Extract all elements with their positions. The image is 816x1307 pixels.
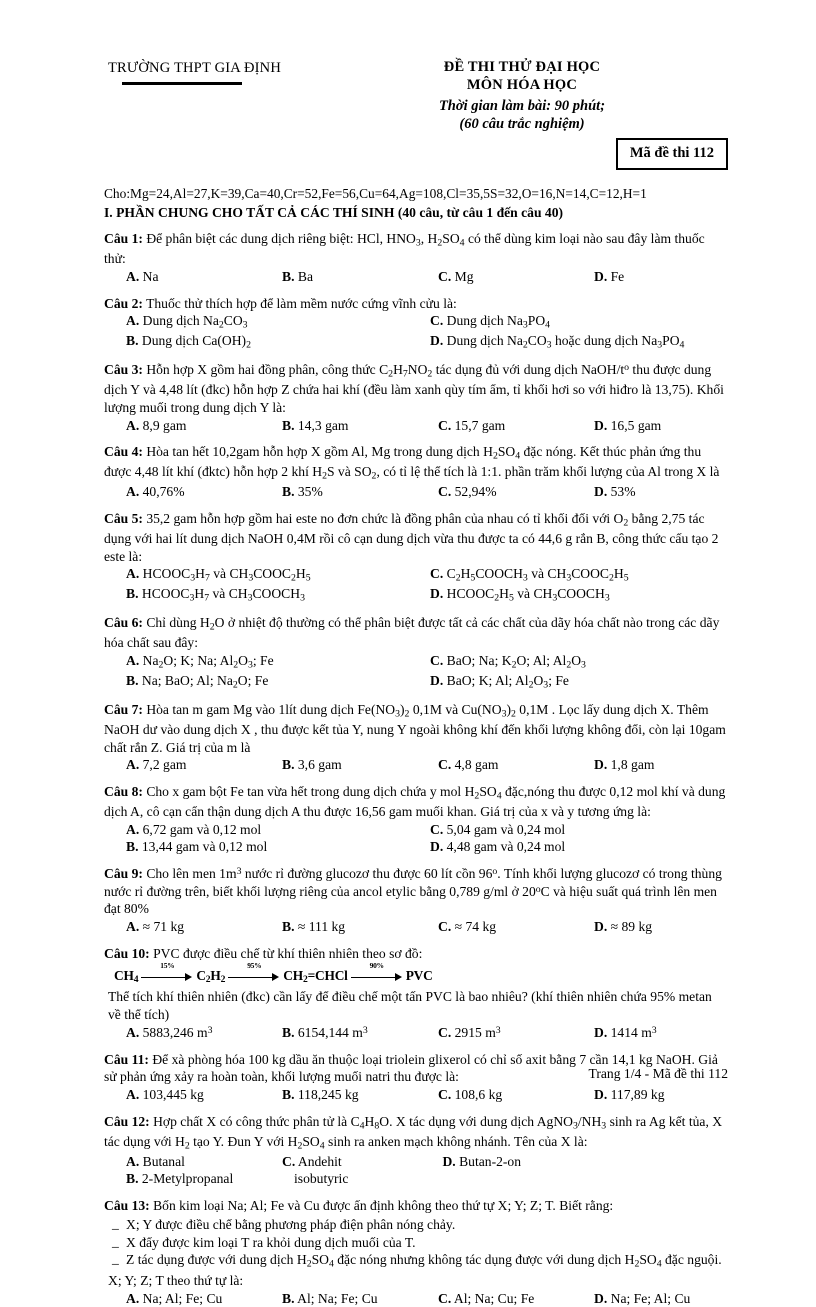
question-text: PVC được điều chế từ khí thiên nhiên theo sơ đồ:: [153, 945, 423, 961]
option-text: Butanal: [142, 1153, 185, 1169]
question-stem: [104, 865, 728, 918]
scheme-node: PVC: [405, 968, 433, 984]
clue-text: Z tác dụng được với dung dịch $H_2SO_4$ đặc nóng nhưng không tác dụng được với dung dịch $H_2SO_4$ đặc nguội.: [126, 1252, 722, 1270]
option-text: 1,8 gam: [610, 757, 655, 773]
option-c: [416, 483, 572, 501]
question-block: [104, 361, 728, 434]
scheme-yield: 95%: [247, 961, 262, 971]
page-footer: Trang 1/4 - Mã đề thi 112: [588, 1066, 728, 1081]
option-c: [416, 1086, 572, 1104]
document-header: [104, 50, 728, 170]
option-text: Na; BaO; Al; $Na_2O$; Fe: [141, 672, 269, 691]
question-number: Câu 7:: [104, 701, 143, 717]
option-key: C.: [430, 566, 444, 582]
part-heading: I. PHẦN CHUNG CHO TẤT CẢ CÁC THÍ SINH (40 câu, từ câu 1 đến câu 40): [104, 204, 564, 220]
option-key: A.: [126, 757, 140, 773]
question-stem: [104, 1197, 728, 1215]
option-row: [104, 1290, 728, 1307]
option-text: 1414 $m^3$: [610, 1024, 657, 1040]
option-key: D.: [430, 672, 444, 688]
option-key: D.: [430, 839, 444, 855]
option-key: C.: [438, 269, 452, 285]
option-a: [104, 1153, 260, 1171]
option-key: C.: [438, 1024, 452, 1040]
question-stem: [104, 614, 728, 652]
option-key: B.: [282, 484, 295, 500]
option-d: [416, 838, 728, 856]
option-a: [104, 312, 416, 332]
option-key: B.: [282, 1290, 295, 1306]
option-key: A.: [126, 1086, 140, 1102]
option-key: A.: [126, 1153, 140, 1169]
option-key: B.: [282, 1024, 295, 1040]
options-group: [104, 565, 728, 605]
option-key: D.: [430, 586, 444, 602]
option-text: Ba: [297, 269, 313, 285]
page-content: [104, 50, 728, 1307]
option-b: [104, 1170, 260, 1188]
option-row: [104, 312, 728, 332]
question-block: [104, 945, 728, 1042]
question-text: Cho lên men $1m^3$ nước rỉ đường glucozơ thu được 60 lít cồn 96$^o$. Tính khối lượng glucozơ có trong thùng nước rỉ đường trên, biết khối lượng riêng của ancol etylic bằng 0,789 g/ml ở 20$^o$C và hiệu suất quá trình lên men đạt 80%: [104, 865, 722, 917]
option-b: [260, 417, 416, 435]
option-c: [416, 312, 728, 332]
option-key: D.: [430, 333, 444, 349]
clue-text: X đẩy được kim loại T ra khỏi dung dịch muối của T.: [126, 1234, 416, 1250]
clue-item: [104, 1234, 728, 1252]
option-text: Dung dịch $Na_3PO_4$: [446, 313, 551, 331]
question-block: [104, 1197, 728, 1307]
option-key: B.: [282, 269, 295, 285]
option-key: C.: [430, 313, 444, 329]
question-block: [104, 865, 728, 936]
option-key: B.: [126, 586, 139, 602]
question-stem: [104, 510, 728, 565]
option-b: [260, 1086, 416, 1104]
option-a: [104, 565, 416, 585]
question-number: Câu 1:: [104, 231, 143, 247]
reaction-arrow-icon: [351, 961, 403, 984]
question-stem: [104, 230, 728, 268]
question-block: [104, 443, 728, 501]
option-d: [428, 1153, 728, 1171]
option-key: D.: [594, 1290, 608, 1306]
question-stem: [104, 945, 728, 963]
reaction-arrow-icon: [228, 961, 280, 984]
option-key: C.: [438, 417, 452, 433]
option-row: [104, 1170, 728, 1188]
option-key: D.: [594, 417, 608, 433]
option-c: [416, 1024, 572, 1042]
option-text: BaO; K; Al; $Al_2O_3$; Fe: [446, 672, 569, 691]
option-text: 6154,144 $m^3$: [297, 1024, 368, 1040]
option-c: [416, 268, 572, 286]
option-key: C.: [430, 821, 444, 837]
question-number: Câu 11:: [104, 1051, 149, 1067]
option-b: [104, 585, 416, 605]
option-text: 5,04 gam và 0,24 mol: [446, 821, 566, 837]
question-stem: [104, 1113, 728, 1153]
clue-item: [104, 1216, 728, 1234]
options-group: [104, 652, 728, 692]
exam-question-count: (60 câu trắc nghiệm): [459, 115, 585, 132]
reaction-scheme: [104, 961, 728, 987]
option-row: [104, 672, 728, 692]
question-block: [104, 1113, 728, 1188]
question-stem: [104, 361, 728, 416]
option-text: 2915 $m^3$: [454, 1024, 501, 1040]
option-text: $Na_2O$; K; Na; $Al_2O_3$; Fe: [142, 652, 274, 671]
option-key: D.: [594, 269, 608, 285]
question-text: Hòa tan hết 10,2gam hỗn hợp X gồm Al, Mg trong dung dịch $H_2SO_4$ đặc nóng. Kết thúc phản ứng thu được 4,48 lít khí (đktc) hỗn hợp 2 khí $H_2S$ và $SO_2$, có tỉ lệ thể tích là 1:1. phần trăm khối lượng của Al trong X là: [104, 444, 720, 482]
question-block: [104, 701, 728, 774]
option-key: B.: [282, 417, 295, 433]
question-block: [104, 230, 728, 285]
option-b: [104, 332, 416, 352]
exam-title-block: [372, 58, 672, 133]
scheme-node: $CH_2=CHCl$: [283, 968, 348, 986]
option-key: C.: [438, 1290, 452, 1306]
option-text: ≈ 74 kg: [454, 918, 497, 934]
scheme-node: $CH_4$: [114, 968, 139, 986]
question-number: Câu 9:: [104, 865, 143, 881]
option-d: [572, 756, 728, 774]
option-a: [104, 652, 416, 672]
option-text: BaO; Na; $K_2O$; Al; $Al_2O_3$: [446, 652, 586, 671]
option-key: C.: [282, 1153, 296, 1169]
options-group: [104, 1086, 728, 1104]
option-row: [104, 268, 728, 286]
option-d: [416, 585, 728, 605]
question-text: Hỗn hợp X gồm hai đồng phân, công thức $C_2H_7NO_2$ tác dụng đủ với dung dịch NaOH/$t^o$ thu được dung dịch Y và 4,48 lít (đkc) hỗn hợp Z chứa hai khí (đều làm xanh qùy tím ẩm, tỉ khối hơi so với hiđro là 13,75). Khối lượng muối trong dung dịch Y là:: [104, 362, 724, 416]
option-text: Na: [142, 269, 159, 285]
option-cont: [260, 1170, 428, 1188]
options-group: [104, 821, 728, 856]
option-text: Mg: [454, 269, 474, 285]
option-text: 6,72 gam và 0,12 mol: [142, 821, 262, 837]
question-text: Hòa tan m gam Mg vào 1lít dung dịch $Fe(NO_3)_2$ 0,1M và $Cu(NO_3)_2$ 0,1M . Lọc lấy dung dịch X. Thêm NaOH dư vào dung dịch X , thu được kết tủa Y, nung Y ngoài không khí đến khối lượng không đổi, còn lại 10gam chất rắn Z. Giá trị của m là: [104, 701, 726, 755]
option-text: Fe: [610, 269, 625, 285]
option-c: [416, 756, 572, 774]
option-text: 7,2 gam: [142, 757, 187, 773]
question-continuation: Thể tích khí thiên nhiên (đkc) cần lấy để điều chế một tấn PVC là bao nhiêu? (khí thiên nhiên chứa 95% metan về thể tích): [108, 989, 712, 1022]
option-a: [104, 1290, 260, 1307]
option-text: 4,8 gam: [454, 757, 499, 773]
options-group: [104, 918, 728, 936]
option-b: [260, 918, 416, 936]
option-row: [104, 483, 728, 501]
dash-icon: _: [112, 1233, 119, 1249]
option-key: C.: [430, 652, 444, 668]
option-text: Andehit: [297, 1153, 342, 1169]
option-text: 13,44 gam và 0,12 mol: [141, 839, 268, 855]
option-row: [104, 756, 728, 774]
option-text: ≈ 89 kg: [610, 918, 653, 934]
question-number: Câu 3:: [104, 362, 143, 378]
school-name: TRƯỜNG THPT GIA ĐỊNH: [108, 60, 282, 76]
option-a: [104, 821, 416, 839]
scheme-yield: 90%: [369, 961, 384, 971]
question-stem: [104, 443, 728, 483]
option-key: C.: [438, 918, 452, 934]
option-key: A.: [126, 484, 140, 500]
option-key: B.: [126, 1171, 139, 1187]
option-a: [104, 1024, 260, 1042]
question-text: Hợp chất X có công thức phân tử là $C_4H_8O$. X tác dụng với dung dịch $AgNO_3/NH_3$ sinh ra Ag kết tủa, X tác dụng với $H_2$ tạo Y. Đun Y với $H_2SO_4$ sinh ra anken mạch không nhánh. Tên của X là:: [104, 1113, 723, 1151]
option-text: Na; Fe; Al; Cu: [610, 1290, 691, 1306]
option-key: B.: [126, 672, 139, 688]
question-text: Để xà phòng hóa 100 kg dầu ăn thuộc loại triolein glixerol có chỉ số axit bằng 7 cần 14,1 kg NaOH. Giả sử phản ứng xảy ra hoàn toàn, khối lượng muối natri thu được là:: [104, 1051, 718, 1085]
option-a: [104, 483, 260, 501]
options-group: [104, 1290, 728, 1307]
option-d: [572, 483, 728, 501]
option-text: 40,76%: [142, 484, 185, 500]
option-d: [416, 332, 728, 352]
scheme-node: $C_2H_2$: [196, 968, 226, 986]
option-b: [260, 1290, 416, 1307]
option-d: [572, 1290, 728, 1307]
option-key: C.: [438, 1086, 452, 1102]
option-d: [572, 1024, 728, 1042]
option-a: [104, 268, 260, 286]
option-text: Al; Na; Cu; Fe: [453, 1290, 535, 1306]
question-number: Câu 5:: [104, 511, 143, 527]
option-key: B.: [126, 333, 139, 349]
option-text: Al; Na; Fe; Cu: [297, 1290, 378, 1306]
option-text: 52,94%: [454, 484, 497, 500]
question-block: [104, 614, 728, 692]
option-key: A.: [126, 566, 140, 582]
option-b: [260, 268, 416, 286]
option-b: [104, 838, 416, 856]
option-text: isobutyric: [294, 1171, 349, 1187]
option-text: $HCOOC_3H_7$ và $CH_3COOC_2H_5$: [142, 566, 311, 584]
option-key: C.: [438, 484, 452, 500]
question-number: Câu 4:: [104, 444, 143, 460]
question-block: [104, 295, 728, 353]
question-text: 35,2 gam hỗn hợp gồm hai este no đơn chức là đồng phân của nhau có tỉ khối đối với $O_2$ bằng 2,75 tác dụng với hai lít dung dịch NaOH 0,4M rồi cô cạn dung dịch vừa thu được ta có 44,6 g rắn B, công thức cấu tạo 2 este là:: [104, 511, 719, 564]
option-c: [416, 565, 728, 585]
scheme-yield: 15%: [160, 961, 175, 971]
option-text: 53%: [610, 484, 636, 500]
question-text: Để phân biệt các dung dịch riêng biệt: HCl, $HNO_3$, $H_2SO_4$ có thể dùng kim loại nào sau đây làm thuốc thử:: [104, 231, 705, 267]
option-key: A.: [126, 821, 140, 837]
option-key: D.: [594, 484, 608, 500]
exam-duration: Thời gian làm bài: 90 phút;: [438, 97, 606, 114]
option-text: 16,5 gam: [610, 417, 662, 433]
option-key: B.: [282, 1086, 295, 1102]
exam-code-box: Mã đề thi 112: [616, 138, 728, 170]
option-key: D.: [594, 1086, 608, 1102]
option-key: D.: [442, 1153, 456, 1169]
option-text: 35%: [297, 484, 323, 500]
option-key: B.: [126, 839, 139, 855]
option-text: $HCOOC_3H_7$ và $CH_3COOCH_3$: [141, 586, 305, 604]
option-text: 15,7 gam: [454, 417, 506, 433]
option-text: 103,445 kg: [142, 1086, 204, 1102]
option-text: Dung dịch $Ca(OH)_2$: [141, 333, 251, 351]
option-row: [104, 821, 728, 839]
option-row: [104, 565, 728, 585]
option-text: 14,3 gam: [297, 417, 349, 433]
option-a: [104, 1086, 260, 1104]
school-underline-rule: [122, 82, 242, 85]
option-text: $HCOOC_2H_5$ và $CH_3COOCH_3$: [446, 586, 610, 604]
question-list: [104, 230, 728, 1307]
options-group: [104, 756, 728, 774]
option-row: [104, 652, 728, 672]
option-row: [104, 1086, 728, 1104]
option-row: [104, 332, 728, 352]
question-final-prompt: X; Y; Z; T theo thứ tự là:: [108, 1272, 244, 1288]
exam-subject: MÔN HÓA HỌC: [466, 77, 578, 94]
option-row: [104, 585, 728, 605]
options-group: [104, 1153, 728, 1188]
option-key: A.: [126, 1290, 140, 1306]
atomic-masses-line: Cho:Mg=24,Al=27,K=39,Ca=40,Cr=52,Fe=56,Cu=64,Ag=108,Cl=35,5S=32,O=16,N=14,C=12,H=1: [104, 186, 647, 201]
dash-icon: _: [112, 1215, 119, 1231]
option-row: [104, 417, 728, 435]
option-key: B.: [282, 918, 295, 934]
option-text: Dung dịch $Na_2CO_3$: [142, 313, 248, 331]
clue-item: [104, 1251, 728, 1271]
question-number: Câu 2:: [104, 295, 143, 311]
option-row: [104, 1024, 728, 1042]
option-text: Na; Al; Fe; Cu: [142, 1290, 223, 1306]
option-a: [104, 918, 260, 936]
option-key: D.: [594, 918, 608, 934]
option-text: 108,6 kg: [454, 1086, 503, 1102]
option-key: A.: [126, 269, 140, 285]
option-key: A.: [126, 417, 140, 433]
option-key: A.: [126, 918, 140, 934]
exam-title: ĐỀ THI THỬ ĐẠI HỌC: [443, 59, 601, 75]
option-c: [416, 918, 572, 936]
option-text: 3,6 gam: [297, 757, 342, 773]
options-group: [104, 1024, 728, 1042]
question-clue-list: [104, 1216, 728, 1272]
question-text: Chỉ dùng $H_2O$ ở nhiệt độ thường có thể phân biệt được tất cả các chất của dãy hóa chất nào trong các dãy hóa chất sau đây:: [104, 615, 720, 651]
question-stem: [104, 783, 728, 821]
options-group: [104, 268, 728, 286]
dash-icon: _: [112, 1251, 119, 1267]
option-key: D.: [594, 1024, 608, 1040]
clue-text: X; Y được điều chế bằng phương pháp điện phân nóng chảy.: [126, 1216, 456, 1232]
option-d: [572, 918, 728, 936]
option-key: C.: [438, 757, 452, 773]
option-text: Butan-2-on: [459, 1153, 522, 1169]
option-c: [416, 821, 728, 839]
option-text: 2-Metylpropanal: [141, 1171, 234, 1187]
option-key: D.: [594, 757, 608, 773]
option-a: [104, 756, 260, 774]
option-text: 118,245 kg: [297, 1086, 359, 1102]
option-key: B.: [282, 757, 295, 773]
option-d: [572, 417, 728, 435]
option-row: [104, 838, 728, 856]
option-row: [104, 918, 728, 936]
option-c: [416, 1290, 572, 1307]
question-number: Câu 13:: [104, 1197, 150, 1213]
option-d: [416, 672, 728, 692]
option-d: [572, 268, 728, 286]
option-c: [416, 652, 728, 672]
question-text: Cho x gam bột Fe tan vừa hết trong dung dịch chứa y mol $H_2SO_4$ đặc,nóng thu được 0,12 mol khí và dung dịch A, cô cạn cẩn thận dung dịch A thu được 16,56 gam muối khan. Giá trị của x và y tương ứng là:: [104, 783, 726, 819]
options-group: [104, 483, 728, 501]
options-group: [104, 312, 728, 352]
option-text: 5883,246 $m^3$: [142, 1024, 213, 1040]
reaction-arrow-icon: [141, 961, 193, 984]
option-text: ≈ 71 kg: [142, 918, 185, 934]
option-c: [260, 1153, 428, 1171]
option-key: A.: [126, 652, 140, 668]
question-number: Câu 6:: [104, 615, 143, 631]
question-number: Câu 12:: [104, 1113, 150, 1129]
option-text: Dung dịch $Na_2CO_3$ hoặc dung dịch $Na_3PO_4$: [446, 333, 685, 351]
question-stem: [104, 701, 728, 756]
option-d: [572, 1086, 728, 1104]
option-b: [104, 672, 416, 692]
question-block: [104, 783, 728, 856]
question-stem: [104, 295, 728, 313]
question-block: [104, 510, 728, 605]
question-text: Bốn kim loại Na; Al; Fe và Cu được ấn định không theo thứ tự X; Y; Z; T. Biết rằng:: [153, 1197, 614, 1213]
question-number: Câu 10:: [104, 945, 150, 961]
option-key: A.: [126, 313, 140, 329]
option-text: 8,9 gam: [142, 417, 187, 433]
options-group: [104, 417, 728, 435]
question-number: Câu 8:: [104, 783, 143, 799]
question-text: Thuốc thử thích hợp để làm mềm nước cứng vĩnh cửu là:: [146, 295, 457, 311]
option-text: $C_2H_5COOCH_3$ và $CH_3COOC_2H_5$: [446, 566, 629, 584]
option-row: [104, 1153, 728, 1171]
option-b: [260, 756, 416, 774]
option-c: [416, 417, 572, 435]
option-text: 117,89 kg: [610, 1086, 665, 1102]
option-a: [104, 417, 260, 435]
option-text: ≈ 111 kg: [297, 918, 346, 934]
option-text: 4,48 gam và 0,24 mol: [446, 839, 566, 855]
option-key: A.: [126, 1024, 140, 1040]
option-b: [260, 483, 416, 501]
option-b: [260, 1024, 416, 1042]
